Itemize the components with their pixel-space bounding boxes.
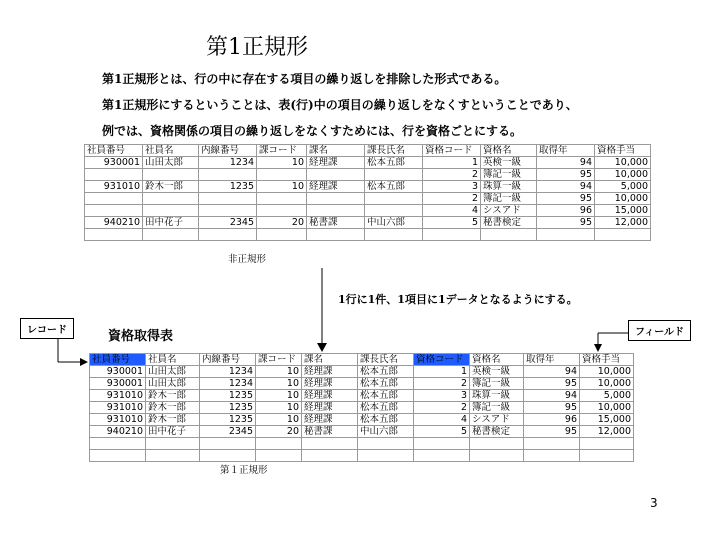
table-cell: 中山六郎: [365, 217, 423, 229]
table-cell: [200, 450, 256, 462]
table-cell: 田中花子: [143, 217, 199, 229]
table-cell: 10,000: [580, 366, 634, 378]
column-header: 資格名: [470, 354, 524, 366]
column-header: 社員番号: [90, 354, 146, 366]
table-cell: 経理課: [307, 157, 365, 169]
table-cell: [302, 450, 358, 462]
column-header: 課コード: [257, 145, 307, 157]
table-cell: 3: [414, 390, 470, 402]
table2-title: 資格取得表: [108, 329, 174, 344]
table-cell: 松本五郎: [358, 414, 414, 426]
column-header: 社員番号: [85, 145, 143, 157]
column-header: 資格コード: [423, 145, 481, 157]
table-cell: 931010: [90, 414, 146, 426]
table-cell: 5,000: [580, 390, 634, 402]
table-cell: [470, 438, 524, 450]
table-cell: 鈴木一郎: [146, 390, 200, 402]
table-cell: [414, 438, 470, 450]
table-cell: 10,000: [595, 193, 651, 205]
table-cell: 中山六郎: [358, 426, 414, 438]
table-cell: [358, 438, 414, 450]
table-cell: 1235: [200, 402, 256, 414]
table-cell: [524, 438, 580, 450]
table-cell: 2: [423, 193, 481, 205]
table-cell: 松本五郎: [358, 402, 414, 414]
table-cell: シスアド: [481, 205, 537, 217]
table-cell: 2345: [199, 217, 257, 229]
table-cell: 10,000: [595, 157, 651, 169]
table-cell: [146, 450, 200, 462]
column-header: 内線番号: [200, 354, 256, 366]
table-cell: 簿記一級: [470, 402, 524, 414]
table-cell: [90, 438, 146, 450]
table-cell: [146, 438, 200, 450]
table-cell: 経理課: [302, 414, 358, 426]
table-cell: 秘書検定: [470, 426, 524, 438]
paragraph-1: 第1正規形とは、行の中に存在する項目の繰り返しを排除した形式である。: [102, 72, 507, 86]
table-cell: 1235: [200, 414, 256, 426]
table-cell: 秘書課: [307, 217, 365, 229]
table-cell: 松本五郎: [358, 366, 414, 378]
table-cell: 95: [537, 217, 595, 229]
table-cell: 山田太郎: [143, 157, 199, 169]
table-cell: 10,000: [580, 378, 634, 390]
column-header: 社員名: [146, 354, 200, 366]
paragraph-2: 第1正規形にするということは、表(行)中の項目の繰り返しをなくすということであり、: [102, 98, 578, 112]
table-cell: 山田太郎: [146, 366, 200, 378]
table-cell: 5,000: [595, 181, 651, 193]
transform-note: 1行に1件、1項目に1データとなるようにする。: [338, 293, 578, 306]
table-cell: 経理課: [302, 390, 358, 402]
table-cell: 経理課: [302, 366, 358, 378]
table-cell: [256, 438, 302, 450]
column-header: 内線番号: [199, 145, 257, 157]
table1-caption: 非正規形: [228, 254, 267, 265]
table-cell: 95: [537, 169, 595, 181]
table-cell: 15,000: [595, 205, 651, 217]
table-cell: [302, 438, 358, 450]
table-cell: 英検一級: [470, 366, 524, 378]
table-cell: 94: [537, 157, 595, 169]
table-cell: 鈴木一郎: [146, 414, 200, 426]
table-cell: [90, 450, 146, 462]
table-row: [90, 390, 634, 402]
table2-caption: 第１正規形: [220, 465, 268, 476]
column-header: 資格名: [481, 145, 537, 157]
column-header: 取得年: [524, 354, 580, 366]
column-header: 資格手当: [580, 354, 634, 366]
table-cell: 5: [414, 426, 470, 438]
table-cell: 94: [537, 181, 595, 193]
table-cell: 1235: [199, 181, 257, 193]
table-cell: 95: [524, 378, 580, 390]
table-cell: 松本五郎: [365, 181, 423, 193]
table-cell: 96: [524, 414, 580, 426]
table-cell: 経理課: [302, 402, 358, 414]
table-cell: 1235: [200, 390, 256, 402]
column-header: 課コード: [256, 354, 302, 366]
table-cell: 10: [257, 157, 307, 169]
paragraph-3: 例では、資格関係の項目の繰り返しをなくすためには、行を資格ごとにする。: [102, 124, 523, 138]
table-cell: [256, 450, 302, 462]
table-cell: [200, 438, 256, 450]
table-cell: 珠算一級: [470, 390, 524, 402]
table-cell: [580, 450, 634, 462]
column-header: 課名: [302, 354, 358, 366]
table-cell: 95: [524, 426, 580, 438]
table-cell: 松本五郎: [358, 378, 414, 390]
table-cell: 931010: [90, 390, 146, 402]
table-cell: 山田太郎: [146, 378, 200, 390]
table-cell: 田中花子: [146, 426, 200, 438]
table-cell: 秘書検定: [481, 217, 537, 229]
table-cell: シスアド: [470, 414, 524, 426]
table-cell: [580, 438, 634, 450]
table-cell: 94: [524, 366, 580, 378]
down-arrow-head: [317, 343, 327, 352]
column-header: 資格コード: [414, 354, 470, 366]
table-cell: 1: [414, 366, 470, 378]
table-cell: 3: [423, 181, 481, 193]
table-cell: 94: [524, 390, 580, 402]
table-cell: 鈴木一郎: [143, 181, 199, 193]
table-cell: 4: [414, 414, 470, 426]
table-cell: 96: [537, 205, 595, 217]
table-row: [90, 438, 634, 450]
table-cell: 10,000: [580, 402, 634, 414]
table-row: [90, 414, 634, 426]
table-cell: 940210: [85, 217, 143, 229]
table-cell: 931010: [90, 402, 146, 414]
table-cell: 珠算一級: [481, 181, 537, 193]
table-cell: 2: [414, 378, 470, 390]
table-cell: 1234: [199, 157, 257, 169]
table-row: [90, 378, 634, 390]
table-cell: 鈴木一郎: [146, 402, 200, 414]
table-cell: 10: [257, 181, 307, 193]
table-cell: 10,000: [595, 169, 651, 181]
table-cell: 簿記一級: [470, 378, 524, 390]
table-cell: 930001: [90, 366, 146, 378]
record-label: レコード: [20, 318, 74, 339]
table-cell: 10: [256, 366, 302, 378]
table-cell: [470, 450, 524, 462]
table-cell: 経理課: [307, 181, 365, 193]
field-label: フィールド: [628, 320, 691, 341]
table-cell: 4: [423, 205, 481, 217]
table-cell: 松本五郎: [358, 390, 414, 402]
table-cell: 1234: [200, 366, 256, 378]
table-cell: 15,000: [580, 414, 634, 426]
table-cell: 20: [256, 426, 302, 438]
table-cell: [358, 450, 414, 462]
table-cell: 経理課: [302, 378, 358, 390]
table-cell: 2345: [200, 426, 256, 438]
table-cell: 簿記一級: [481, 169, 537, 181]
table-cell: 940210: [90, 426, 146, 438]
table-cell: 10: [256, 378, 302, 390]
table-cell: 931010: [85, 181, 143, 193]
table-cell: 12,000: [595, 217, 651, 229]
table-row: [90, 426, 634, 438]
page-title: 第1正規形: [206, 35, 308, 60]
table-cell: 秘書課: [302, 426, 358, 438]
table-cell: 930001: [85, 157, 143, 169]
table-row: [90, 366, 634, 378]
table-cell: 95: [524, 402, 580, 414]
field-arrow-head: [594, 344, 602, 352]
table-row: [90, 402, 634, 414]
table-cell: 簿記一級: [481, 193, 537, 205]
header-row: [90, 354, 634, 366]
table-cell: 95: [537, 193, 595, 205]
table-cell: 20: [257, 217, 307, 229]
table-cell: [524, 450, 580, 462]
column-header: 資格手当: [595, 145, 651, 157]
table-cell: 930001: [90, 378, 146, 390]
table-cell: 松本五郎: [365, 157, 423, 169]
record-arrow-head: [80, 358, 88, 366]
column-header: 取得年: [537, 145, 595, 157]
table-cell: [414, 450, 470, 462]
column-header: 社員名: [143, 145, 199, 157]
column-header: 課長氏名: [358, 354, 414, 366]
table-cell: 10: [256, 402, 302, 414]
column-header: 課名: [307, 145, 365, 157]
table-cell: 2: [423, 169, 481, 181]
table-row: [90, 450, 634, 462]
table-cell: 12,000: [580, 426, 634, 438]
page-number: 3: [650, 496, 658, 510]
table-cell: 2: [414, 402, 470, 414]
table-cell: 10: [256, 414, 302, 426]
table-cell: 5: [423, 217, 481, 229]
table-cell: 10: [256, 390, 302, 402]
first-normal-form-table: [89, 353, 634, 462]
table-cell: 1234: [200, 378, 256, 390]
column-header: 課長氏名: [365, 145, 423, 157]
table-cell: 1: [423, 157, 481, 169]
table-cell: 英検一級: [481, 157, 537, 169]
